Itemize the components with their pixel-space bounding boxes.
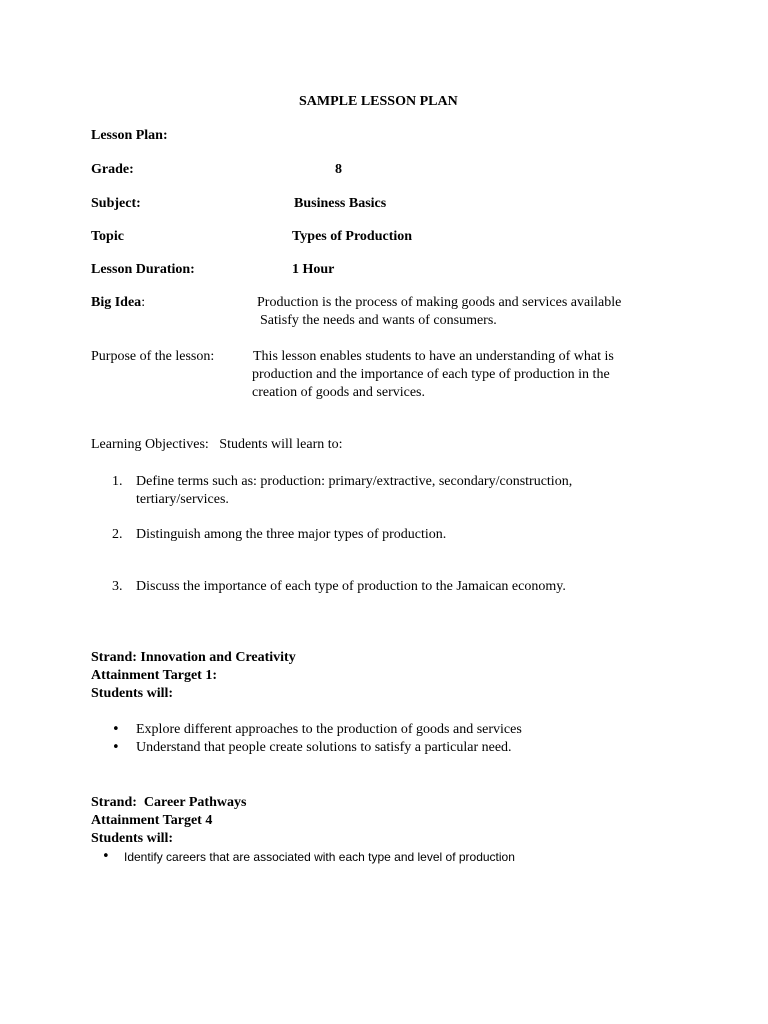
list-number: 1. [112,474,123,489]
duration-label: Lesson Duration: [91,262,195,277]
purpose-label: Purpose of the lesson: [91,349,215,364]
objectives-list-2 [90,526,446,544]
strand-2-title: Strand: Career Pathways [91,795,247,810]
topic-label: Topic [91,229,124,244]
objectives-heading: Learning Objectives: Students will learn to: [91,437,343,452]
strand-2-students: Students will: [91,831,174,846]
strand-1-bullets [90,721,522,757]
objective-1-line-2: tertiary/services. [136,492,229,507]
strand-1-title: Strand: Innovation and Creativity [91,650,296,665]
bullet-icon: • [102,849,110,864]
list-item [90,473,572,509]
list-number: 3. [112,579,123,594]
bullet-icon: • [112,722,120,737]
list-item [82,848,519,867]
list-item [90,526,446,544]
strand-2-bullet-1: Identify careers that are associated with each type and level of production [124,850,515,864]
bullet-icon: • [112,740,120,755]
list-item [90,578,566,596]
purpose-line-2: production and the importance of each type of production in the [252,367,610,382]
strand-2-bullets [82,848,519,867]
strand-1-students: Students will: [91,686,174,701]
subject-label: Subject: [91,196,141,211]
strand-1-target: Attainment Target 1: [91,668,217,683]
purpose-line-1: This lesson enables students to have an understanding of what is [253,349,614,364]
duration-value: 1 Hour [292,262,335,277]
objectives-list-3 [90,578,566,596]
objective-1-line-1: Define terms such as: production: primary/extractive, secondary/construction, [136,474,573,489]
big-idea-label: Big Idea [91,295,142,310]
lesson-plan-label: Lesson Plan: [91,128,168,143]
purpose-line-3: creation of goods and services. [252,385,425,400]
big-idea-line-2: Satisfy the needs and wants of consumers. [260,313,497,328]
big-idea-line-1: Production is the process of making goods and services available [257,295,622,310]
strand-1-bullet-1: Explore different approaches to the production of goods and services [136,722,522,737]
subject-value: Business Basics [294,196,387,211]
strand-2-target: Attainment Target 4 [91,813,213,828]
grade-label: Grade: [91,162,134,177]
page-title: SAMPLE LESSON PLAN [299,94,458,109]
strand-1-bullet-2: Understand that people create solutions to satisfy a particular need. [136,740,512,755]
list-item [90,739,522,757]
big-idea-colon: : [141,295,146,310]
big-idea-label-wrap [91,294,145,312]
topic-value: Types of Production [292,229,413,244]
objective-2-line-1: Distinguish among the three major types of production. [136,527,447,542]
list-number: 2. [112,527,123,542]
objective-3-line-1: Discuss the importance of each type of production to the Jamaican economy. [136,579,566,594]
objectives-list [90,473,572,509]
list-item [90,721,522,739]
grade-value: 8 [335,162,342,177]
